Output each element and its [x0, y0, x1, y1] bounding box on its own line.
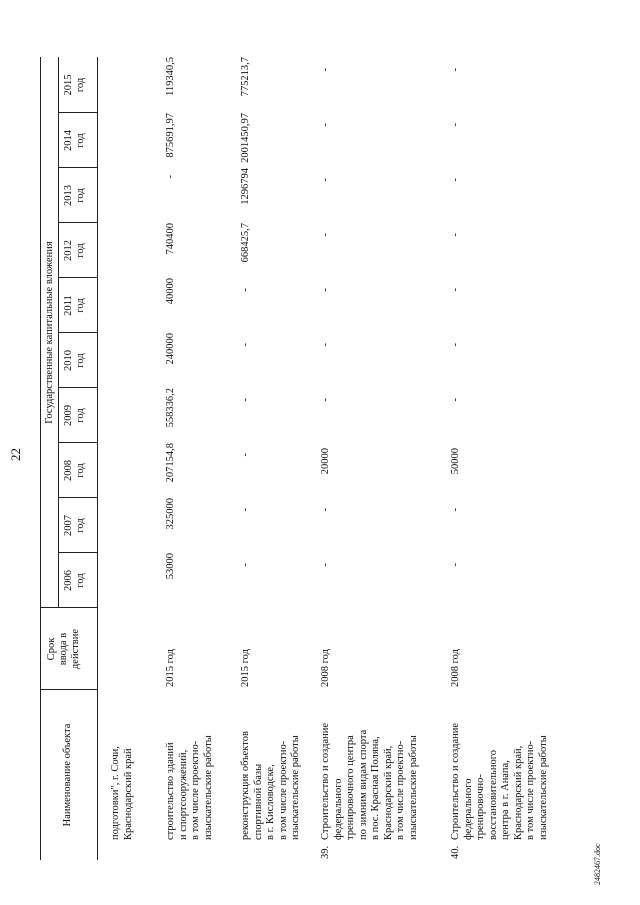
row-value: -: [320, 508, 331, 512]
row-value: -: [450, 68, 461, 72]
row-value: -: [450, 343, 461, 347]
header-year: 2009 год: [63, 405, 86, 426]
row-value: -: [165, 175, 176, 179]
row-value: -: [450, 233, 461, 237]
header-year: 2007 год: [63, 515, 86, 536]
row-name: Строительство и создание федерального тренировочного центра по зимним видам спорта в пос. Красная Поляна, Краснодарский край, в том числе проектно- изыскательские работы: [320, 722, 419, 840]
row-value: 240000: [165, 333, 176, 365]
header-year: 2013 год: [63, 185, 86, 206]
row-value: 668425,7: [240, 223, 251, 263]
row-value: 207154,8: [165, 443, 176, 483]
row-value: -: [450, 123, 461, 127]
header-year: 2015 год: [63, 74, 86, 96]
row-value: 558336,2: [165, 388, 176, 428]
row-value: 1296794: [240, 168, 251, 205]
document-footer: 2482467.doc: [593, 843, 602, 885]
row-name: строительство зданий и спортсооружений, в том числе проектно- изыскательские работы: [165, 735, 214, 840]
row-value: 875691,97: [165, 113, 176, 158]
page-number: 22: [8, 448, 23, 461]
row-value: 2001450,97: [240, 113, 251, 163]
row-value: -: [450, 288, 461, 292]
table-top-border: [40, 57, 41, 860]
row-value: -: [320, 178, 331, 182]
row-value: -: [450, 398, 461, 402]
row-value: -: [240, 508, 251, 512]
row-value: -: [320, 68, 331, 72]
row-value: -: [450, 563, 461, 567]
header-term: Срок ввода в действие: [46, 628, 81, 670]
row-number: 39.: [320, 845, 331, 859]
row-name: подготовки", г. Сочи, Краснодарский край: [110, 746, 134, 840]
row-value: -: [320, 123, 331, 127]
row-value: -: [240, 563, 251, 567]
row-value: -: [320, 233, 331, 237]
row-term: 2008 год: [450, 649, 461, 687]
header-year: 2014 год: [63, 130, 86, 151]
header-bottom-border: [97, 57, 98, 860]
row-value: -: [320, 343, 331, 347]
row-term: 2008 год: [320, 649, 331, 687]
header-year: 2010 год: [63, 350, 86, 371]
row-value: -: [240, 343, 251, 347]
header-year: 2012 год: [63, 240, 86, 261]
row-value: 325000: [165, 498, 176, 530]
row-value: -: [240, 398, 251, 402]
row-name: реконструкция объектов спортивной базы в г. Кисловодске, в том числе проектно- изыскательские работы: [240, 731, 301, 840]
row-value: 740400: [165, 223, 176, 255]
row-value: -: [450, 178, 461, 182]
row-value: -: [320, 398, 331, 402]
row-value: 775213,7: [240, 57, 251, 97]
row-value: -: [240, 453, 251, 457]
row-value: 50000: [450, 448, 461, 475]
row-name: Строительство и создание федерального тренировочно- восстановительного центра в г. Анапа, Краснодарский край, в том числе проектно- изыскательские работы: [450, 722, 549, 840]
row-value: -: [240, 288, 251, 292]
row-value: -: [320, 288, 331, 292]
header-year: 2011 год: [63, 295, 86, 316]
row-value: -: [320, 563, 331, 567]
header-year: 2006 год: [63, 570, 86, 591]
row-value: 119340,5: [165, 57, 176, 96]
row-value: 20000: [320, 448, 331, 475]
row-value: 40000: [165, 278, 176, 305]
header-year: 2008 год: [63, 460, 86, 481]
row-value: 53000: [165, 553, 176, 580]
row-number: 40.: [450, 845, 461, 859]
header-name: Наименование объекта: [62, 723, 73, 827]
row-value: -: [450, 508, 461, 512]
row-term: 2015 год: [165, 649, 176, 687]
header-group: Государственные капитальные вложения: [44, 241, 55, 424]
row-term: 2015 год: [240, 649, 251, 687]
